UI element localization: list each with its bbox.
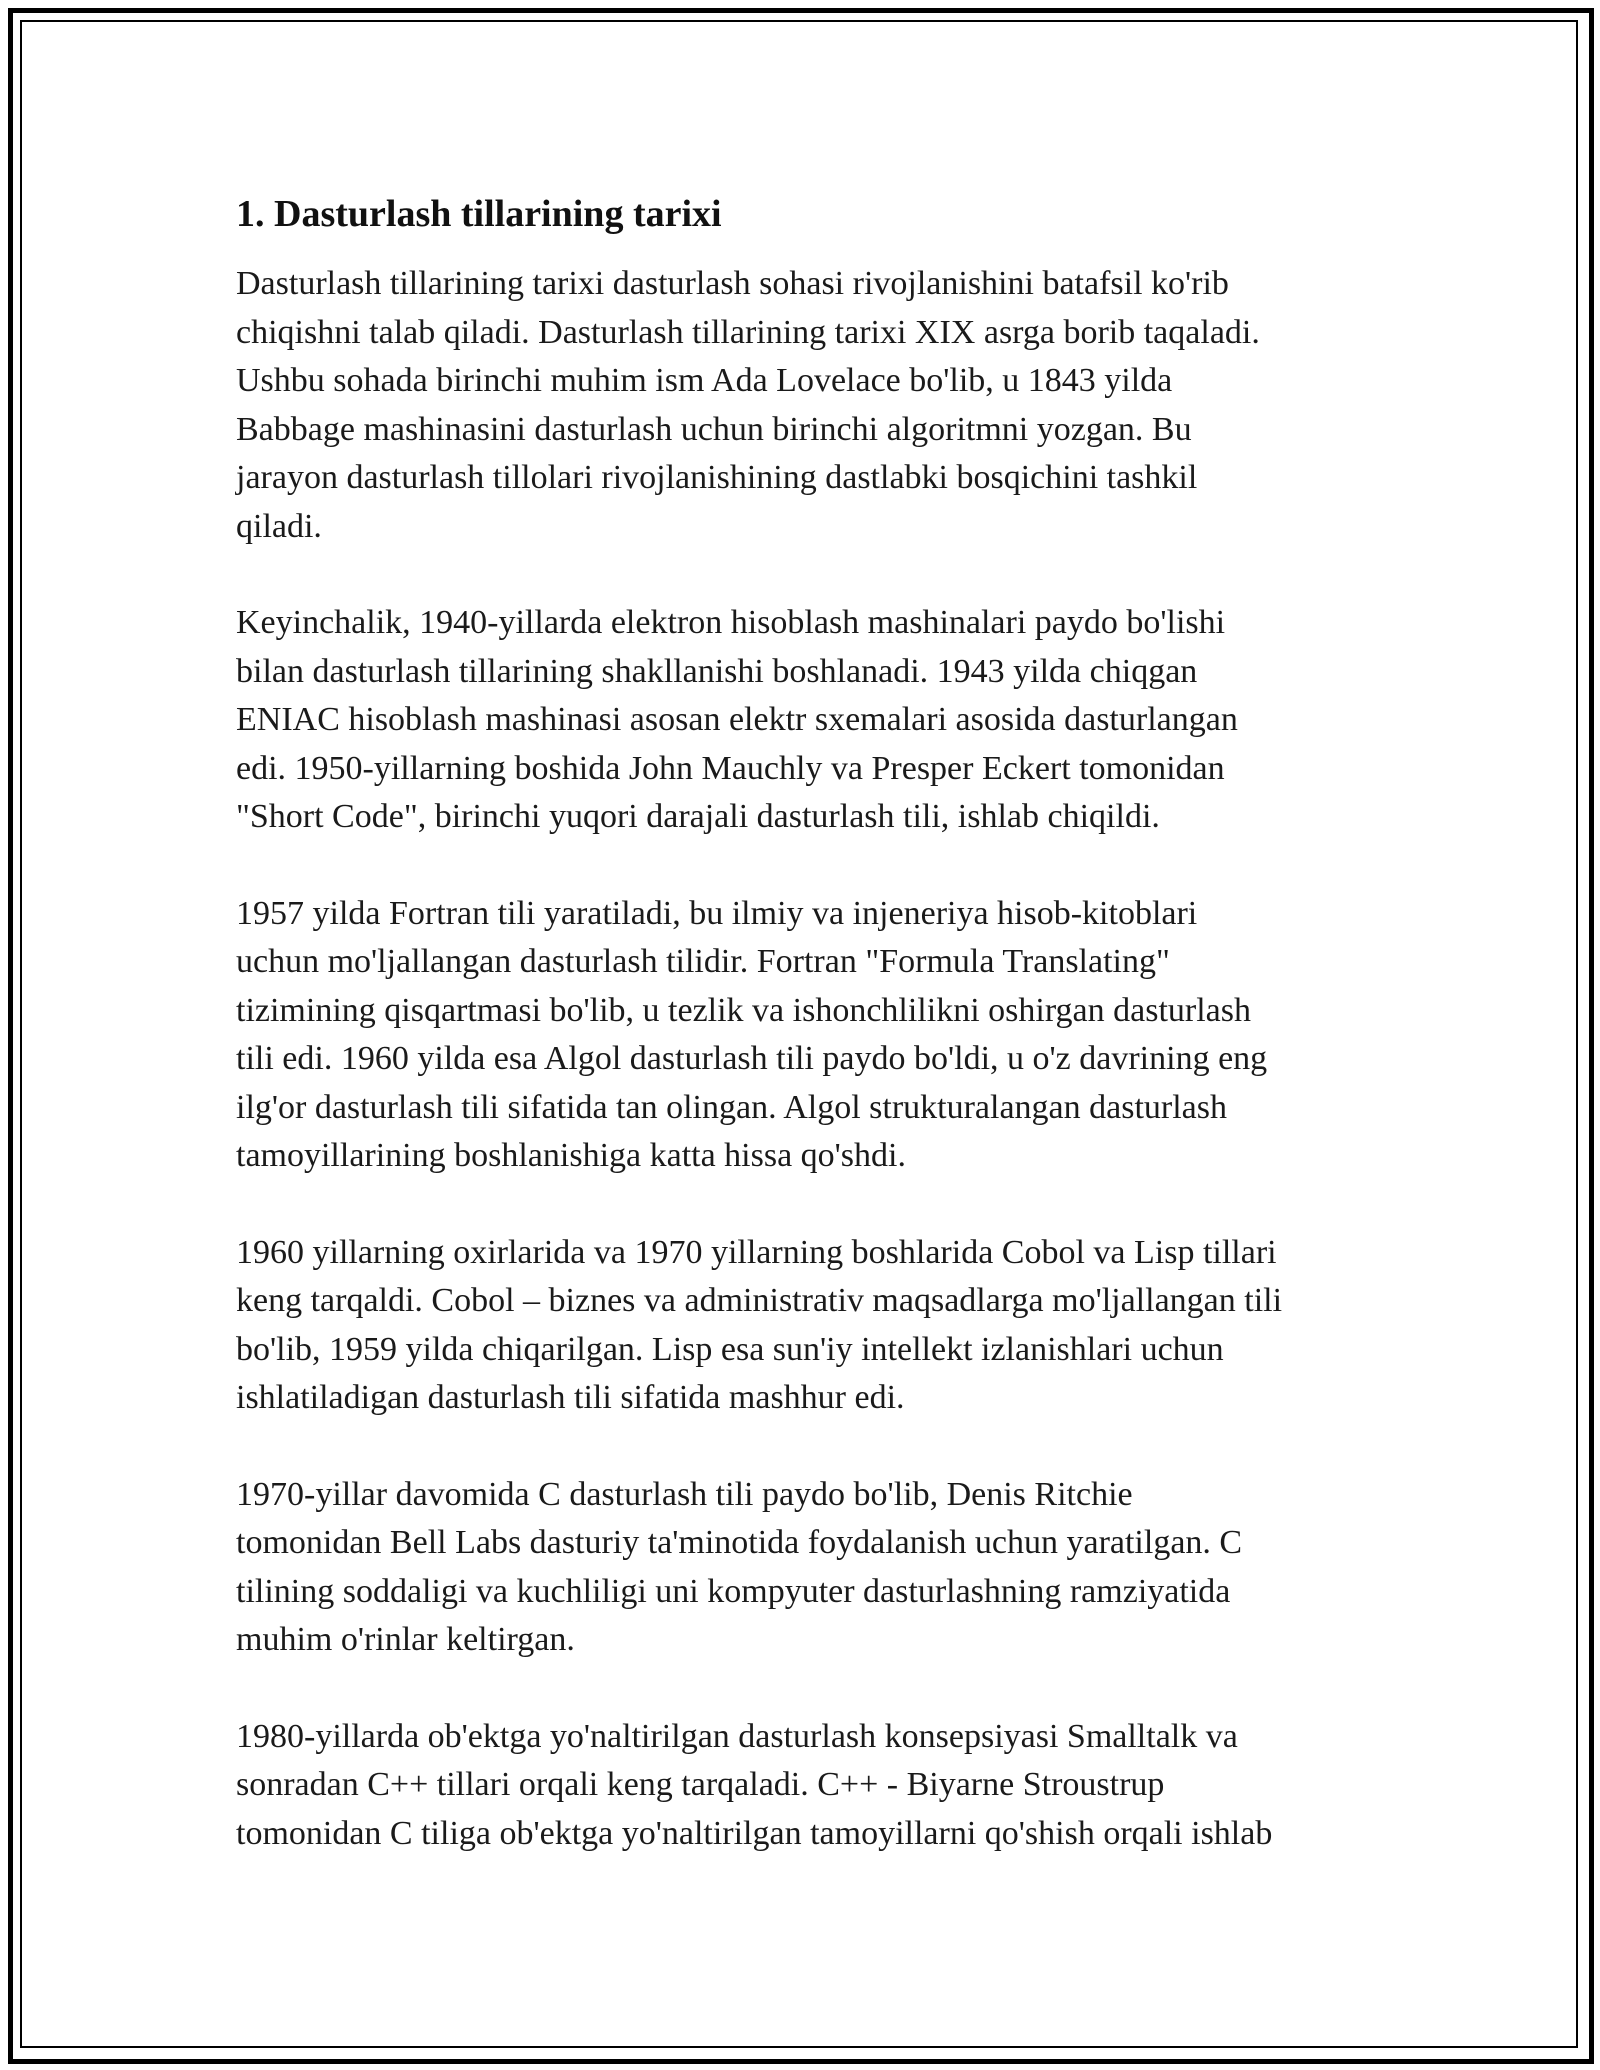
text-line: uchun mo'ljallangan dasturlash tilidir. Fortran "Formula Translating" xyxy=(236,943,1170,980)
document-body xyxy=(236,190,1386,1906)
text-line: tomonidan C tiliga ob'ektga yo'naltirilgan tamoyillarni qo'shish orqali ishlab xyxy=(236,1814,1273,1852)
text-line: ilg'or dasturlash tili sifatida tan olingan. Algol strukturalangan dasturlash xyxy=(236,1088,1227,1126)
text-line: "Short Code", birinchi yuqori darajali dasturlash tili, ishlab chiqildi. xyxy=(236,798,1160,835)
text-line: 1960 yillarning oxirlarida va 1970 yillarning boshlarida Cobol va Lisp tillari xyxy=(236,1233,1277,1271)
text-line: edi. 1950-yillarning boshida John Mauchly va Presper Eckert tomonidan xyxy=(236,749,1225,787)
text-line: bilan dasturlash tillarining shakllanishi boshlanadi. 1943 yilda chiqgan xyxy=(236,652,1198,690)
text-line: ENIAC hisoblash mashinasi asosan elektr sxemalari asosida dasturlangan xyxy=(236,701,1238,738)
text-line: ishlatiladigan dasturlash tili sifatida mashhur edi. xyxy=(236,1379,905,1416)
text-line: Keyinchalik, 1940-yillarda elektron hisoblash mashinalari paydo bo'lishi xyxy=(236,604,1226,641)
paragraph-5 xyxy=(236,1471,1386,1665)
text-line: Dasturlash tillarining tarixi dasturlash sohasi rivojlanishini batafsil ko'rib xyxy=(236,265,1229,302)
text-line: 1980-yillarda ob'ektga yo'naltirilgan dasturlash konsepsiyasi Smalltalk va xyxy=(236,1717,1238,1755)
text-line: qiladi. xyxy=(236,507,322,545)
paragraph-3 xyxy=(236,890,1386,1181)
text-line: 1957 yilda Fortran tili yaratiladi, bu ilmiy va injeneriya hisob-kitoblari xyxy=(236,894,1198,932)
text-line: keng tarqaldi. Cobol – biznes va administrativ maqsadlarga mo'ljallangan tili xyxy=(236,1282,1283,1319)
paragraph-4 xyxy=(236,1229,1386,1423)
paragraph-1 xyxy=(236,260,1386,551)
text-line: tamoyillarining boshlanishiga katta hissa qo'shdi. xyxy=(236,1137,906,1174)
section-heading: 1. Dasturlash tillarining tarixi xyxy=(236,193,722,235)
text-line: Ushbu sohada birinchi muhim ism Ada Lovelace bo'lib, u 1843 yilda xyxy=(236,362,1173,399)
text-line: tilining soddaligi va kuchliligi uni kompyuter dasturlashning ramziyatida xyxy=(236,1572,1231,1610)
text-line: tomonidan Bell Labs dasturiy ta'minotida foydalanish uchun yaratilgan. C xyxy=(236,1524,1243,1561)
text-line: jarayon dasturlash tillolari rivojlanishining dastlabki bosqichini tashkil xyxy=(236,459,1198,496)
paragraph-6 xyxy=(236,1713,1386,1859)
text-line: Babbage mashinasini dasturlash uchun birinchi algoritmni yozgan. Bu xyxy=(236,410,1192,448)
text-line: tili edi. 1960 yilda esa Algol dasturlash tili paydo bo'ldi, u o'z davrining eng xyxy=(236,1040,1268,1077)
text-line: tizimining qisqartmasi bo'lib, u tezlik va ishonchlilikni oshirgan dasturlash xyxy=(236,991,1251,1029)
text-line: muhim o'rinlar keltirgan. xyxy=(236,1621,575,1658)
text-line: bo'lib, 1959 yilda chiqarilgan. Lisp esa sun'iy intellekt izlanishlari uchun xyxy=(236,1330,1224,1368)
paragraph-2 xyxy=(236,599,1386,842)
text-line: chiqishni talab qiladi. Dasturlash tillarining tarixi XIX asrga borib taqaladi. xyxy=(236,313,1260,351)
text-line: sonradan C++ tillari orqali keng tarqaladi. C++ - Biyarne Stroustrup xyxy=(236,1766,1165,1803)
text-line: 1970-yillar davomida C dasturlash tili paydo bo'lib, Denis Ritchie xyxy=(236,1475,1133,1513)
